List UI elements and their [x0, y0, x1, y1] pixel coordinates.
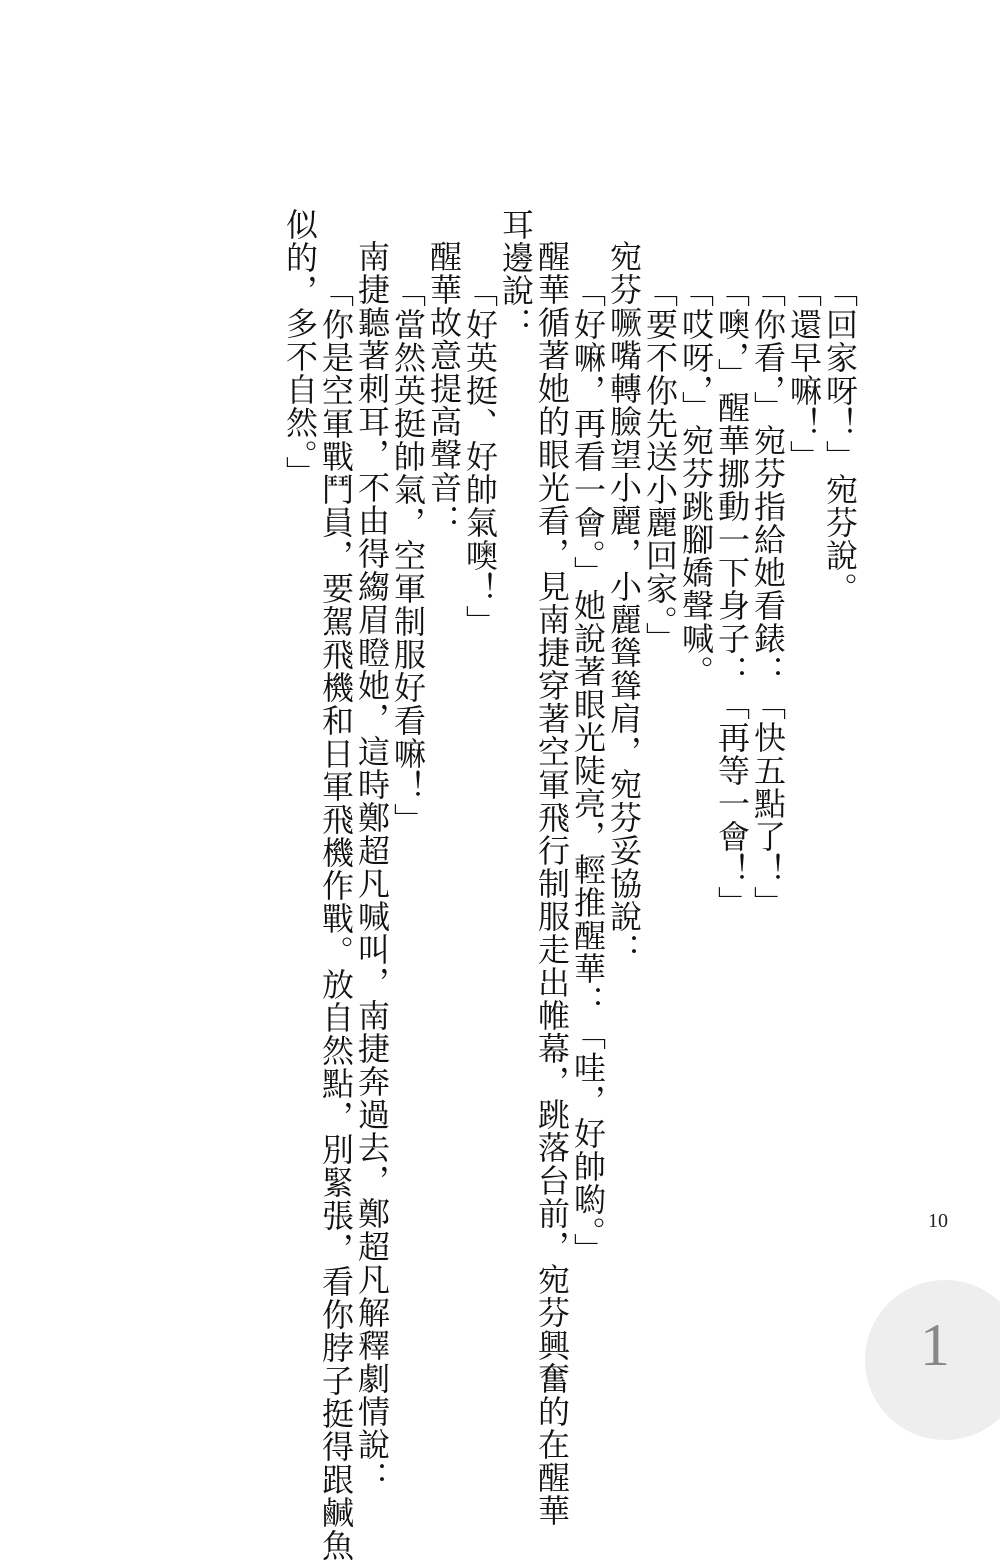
page-number: 10 — [928, 1210, 948, 1232]
text-line-3: 「你看，」宛芬指給她看錶：「快五點了！」 — [749, 275, 787, 919]
text-line-16: 似的，多不自然。」 — [281, 208, 319, 489]
text-line-15: 「你是空軍戰鬥員，要駕飛機和日軍飛機作戰。放自然點，別緊張，看你脖子挺得跟鹹魚 — [317, 275, 355, 1562]
text-line-8: 「好嘛，再看一會。」她說著眼光陡亮，輕推醒華：「哇，好帥喲。」 — [569, 275, 607, 1266]
text-line-7: 宛芬噘嘴轉臉望小麗，小麗聳聳肩，宛芬妥協說： — [605, 240, 643, 966]
text-line-13: 「當然英挺帥氣，空軍制服好看嘛！」 — [389, 275, 427, 836]
text-line-14: 南捷聽著刺耳，不由得縐眉瞪她，這時鄭超凡喊叫，南捷奔過去，鄭超凡解釋劇情說： — [353, 240, 391, 1494]
text-line-9: 醒華循著她的眼光看，見南捷穿著空軍飛行制服走出帷幕，跳落台前，宛芬興奮的在醒華 — [533, 240, 571, 1527]
text-line-2: 「還早嘛！」 — [785, 275, 823, 473]
text-line-1: 「回家呀！」宛芬說。 — [821, 275, 859, 605]
chapter-number: 1 — [920, 1312, 950, 1378]
text-line-11: 「好英挺、好帥氣噢！」 — [461, 275, 499, 638]
vertical-text-body — [160, 0, 860, 1562]
text-line-6: 「要不你先送小麗回家。」 — [641, 275, 679, 655]
text-line-5: 「哎呀，」宛芬跳腳嬌聲喊。 — [677, 275, 715, 688]
text-line-12: 醒華故意提高聲音： — [425, 240, 463, 537]
text-line-4: 「噢，」醒華挪動一下身子：「再等一會！」 — [713, 275, 751, 919]
text-line-10: 耳邊說： — [497, 208, 535, 340]
